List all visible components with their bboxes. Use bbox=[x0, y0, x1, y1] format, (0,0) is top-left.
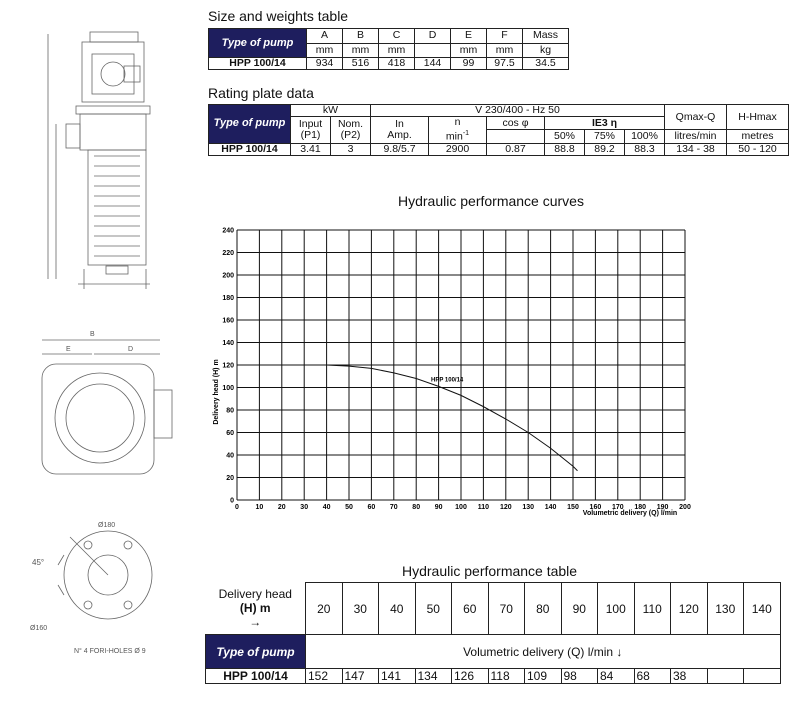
rating-h: 50 - 120 bbox=[727, 143, 789, 155]
size-weights-table bbox=[208, 28, 569, 70]
col-f-letter: F bbox=[487, 29, 523, 44]
rating-plate-table bbox=[208, 104, 789, 156]
head-value: 50 bbox=[415, 583, 452, 635]
head-value: 60 bbox=[452, 583, 489, 635]
q-header: Qmax-Q bbox=[665, 105, 727, 130]
pump-top-drawing bbox=[20, 320, 180, 480]
size-model: HPP 100/14 bbox=[209, 58, 307, 70]
x-tick-label: 180 bbox=[634, 504, 647, 511]
cos-header: cos φ bbox=[487, 117, 545, 130]
col-e-letter: E bbox=[451, 29, 487, 44]
eff-50-label: 50% bbox=[545, 130, 585, 143]
y-tick-label: 0 bbox=[230, 497, 234, 505]
y-tick-label: 140 bbox=[222, 340, 234, 347]
head-value: 70 bbox=[488, 583, 525, 635]
pump-side-drawing bbox=[20, 14, 180, 294]
y-tick-label: 80 bbox=[226, 407, 234, 415]
dim-label-b: B bbox=[90, 331, 95, 338]
voltage-header: V 230/400 - Hz 50 bbox=[371, 105, 665, 117]
size-table-title: Size and weights table bbox=[208, 8, 349, 24]
perf-table-title: Hydraulic performance table bbox=[402, 563, 578, 579]
rating-cos: 0.87 bbox=[487, 143, 545, 155]
head-arrow: → bbox=[249, 615, 262, 630]
perf-model: HPP 100/14 bbox=[206, 669, 306, 684]
rating-model: HPP 100/14 bbox=[209, 143, 291, 155]
col-a-letter: A bbox=[307, 29, 343, 44]
rating-eff-75: 89.2 bbox=[585, 143, 625, 155]
x-tick-label: 50 bbox=[345, 504, 353, 511]
head-value: 110 bbox=[634, 583, 671, 635]
delivery-value bbox=[707, 669, 744, 684]
x-tick-label: 110 bbox=[477, 504, 490, 511]
delivery-value: 134 bbox=[415, 669, 452, 684]
nom-label: Nom. bbox=[337, 117, 364, 130]
col-d-unit bbox=[415, 43, 451, 58]
delivery-value: 147 bbox=[342, 669, 379, 684]
size-value-b: 516 bbox=[343, 58, 379, 70]
dim-label-e: E bbox=[66, 346, 71, 353]
rating-input: 3.41 bbox=[291, 143, 331, 155]
rating-q: 134 - 38 bbox=[665, 143, 727, 155]
head-value: 120 bbox=[671, 583, 708, 635]
dim-label-d: D bbox=[128, 346, 134, 353]
chart-ylabel: Delivery head (H) m bbox=[213, 359, 220, 425]
n-sub: min bbox=[445, 130, 463, 143]
y-tick-label: 160 bbox=[222, 317, 234, 325]
y-tick-label: 180 bbox=[222, 295, 234, 302]
y-tick-label: 60 bbox=[226, 430, 234, 437]
head-value: 20 bbox=[306, 583, 343, 635]
delivery-value: 118 bbox=[488, 669, 525, 684]
perf-type-header: Type of pump bbox=[206, 635, 306, 669]
col-d-letter: D bbox=[415, 29, 451, 44]
delivery-value: 68 bbox=[634, 669, 671, 684]
input-sub: (P1) bbox=[300, 128, 321, 141]
chart-title: Hydraulic performance curves bbox=[398, 193, 584, 209]
type-of-pump-header: Type of pump bbox=[209, 29, 307, 58]
size-value-e: 99 bbox=[451, 58, 487, 70]
col-mass-unit: kg bbox=[523, 43, 569, 58]
delivery-header: Volumetric delivery (Q) l/min ↓ bbox=[306, 635, 781, 669]
head-label-2: (H) m bbox=[239, 601, 271, 616]
delivery-value bbox=[744, 669, 781, 684]
col-e-unit: mm bbox=[451, 43, 487, 58]
delivery-value: 141 bbox=[379, 669, 416, 684]
size-value-a: 934 bbox=[307, 58, 343, 70]
x-tick-label: 140 bbox=[544, 504, 557, 511]
x-tick-label: 40 bbox=[322, 504, 331, 511]
rating-nom: 3 bbox=[331, 143, 371, 155]
y-tick-label: 20 bbox=[226, 475, 234, 482]
col-f-unit: mm bbox=[487, 43, 523, 58]
size-value-c: 418 bbox=[379, 58, 415, 70]
y-tick-label: 200 bbox=[222, 272, 234, 280]
col-c-letter: C bbox=[379, 29, 415, 44]
delivery-value: 126 bbox=[452, 669, 489, 684]
dia2-label: Ø160 bbox=[30, 625, 48, 632]
delivery-value: 152 bbox=[306, 669, 343, 684]
size-value-f: 97.5 bbox=[487, 58, 523, 70]
delivery-value: 98 bbox=[561, 669, 598, 684]
y-tick-label: 40 bbox=[226, 452, 234, 460]
performance-chart bbox=[205, 222, 705, 522]
performance-table bbox=[205, 582, 781, 684]
x-tick-label: 150 bbox=[567, 504, 579, 511]
holes-label: N° 4 FORI-HOLES Ø 9 bbox=[74, 648, 146, 655]
h-unit: metres bbox=[727, 130, 789, 143]
h-header: H-Hmax bbox=[727, 105, 789, 130]
col-a-unit: mm bbox=[307, 43, 343, 58]
dia1-label: Ø180 bbox=[98, 522, 116, 529]
delivery-value: 84 bbox=[598, 669, 635, 684]
head-value: 140 bbox=[744, 583, 781, 635]
col-c-unit: mm bbox=[379, 43, 415, 58]
head-value: 90 bbox=[561, 583, 598, 635]
x-tick-label: 160 bbox=[589, 504, 602, 511]
rating-type-header: Type of pump bbox=[209, 105, 291, 144]
in-label: In bbox=[395, 117, 404, 130]
eff-75-label: 75% bbox=[585, 130, 625, 143]
angle-label: 45° bbox=[32, 558, 45, 567]
eff-100-label: 100% bbox=[625, 130, 665, 143]
head-label-1: Delivery head bbox=[218, 587, 292, 602]
x-tick-label: 20 bbox=[277, 504, 286, 511]
x-tick-label: 190 bbox=[656, 504, 669, 511]
chart-xlabel: Volumetric delivery (Q) l/min bbox=[582, 510, 678, 517]
x-tick-label: 10 bbox=[255, 504, 264, 511]
y-tick-label: 220 bbox=[222, 250, 234, 257]
nom-sub: (P2) bbox=[340, 128, 361, 141]
rating-eff-100: 88.3 bbox=[625, 143, 665, 155]
x-tick-label: 0 bbox=[235, 504, 239, 511]
rating-table-title: Rating plate data bbox=[208, 85, 314, 101]
delivery-value: 109 bbox=[525, 669, 562, 684]
y-tick-label: 120 bbox=[222, 362, 234, 370]
ie3-header: IE3 η bbox=[545, 117, 665, 130]
y-tick-label: 240 bbox=[222, 227, 234, 235]
n-sup: -1 bbox=[462, 130, 470, 137]
size-value-mass: 34.5 bbox=[523, 58, 569, 70]
head-value: 100 bbox=[598, 583, 635, 635]
x-tick-label: 100 bbox=[455, 504, 467, 511]
y-tick-label: 100 bbox=[222, 385, 234, 392]
kw-header: kW bbox=[291, 105, 371, 117]
col-mass-letter: Mass bbox=[523, 29, 569, 44]
x-tick-label: 120 bbox=[499, 504, 512, 511]
x-tick-label: 90 bbox=[434, 504, 443, 511]
in-sub: Amp. bbox=[387, 128, 412, 141]
delivery-value: 38 bbox=[671, 669, 708, 684]
rating-n: 2900 bbox=[429, 143, 487, 155]
x-tick-label: 30 bbox=[300, 504, 309, 511]
n-label: n bbox=[454, 116, 461, 128]
col-b-letter: B bbox=[343, 29, 379, 44]
x-tick-label: 130 bbox=[522, 504, 535, 511]
x-tick-label: 60 bbox=[367, 504, 376, 511]
rating-in: 9.8/5.7 bbox=[371, 143, 429, 155]
col-b-unit: mm bbox=[343, 43, 379, 58]
x-tick-label: 170 bbox=[611, 504, 624, 511]
rating-eff-50: 88.8 bbox=[545, 143, 585, 155]
x-tick-label: 80 bbox=[412, 504, 421, 511]
pump-flange-drawing bbox=[30, 505, 180, 660]
head-value: 80 bbox=[525, 583, 562, 635]
x-tick-label: 70 bbox=[389, 504, 398, 511]
head-value: 130 bbox=[707, 583, 744, 635]
head-value: 40 bbox=[379, 583, 416, 635]
size-value-d: 144 bbox=[415, 58, 451, 70]
head-value: 30 bbox=[342, 583, 379, 635]
q-unit: litres/min bbox=[665, 130, 727, 143]
x-tick-label: 200 bbox=[679, 504, 691, 511]
cos-blank bbox=[487, 130, 545, 143]
input-label: Input bbox=[298, 117, 323, 130]
series-label: HPP 100/14 bbox=[431, 377, 464, 384]
